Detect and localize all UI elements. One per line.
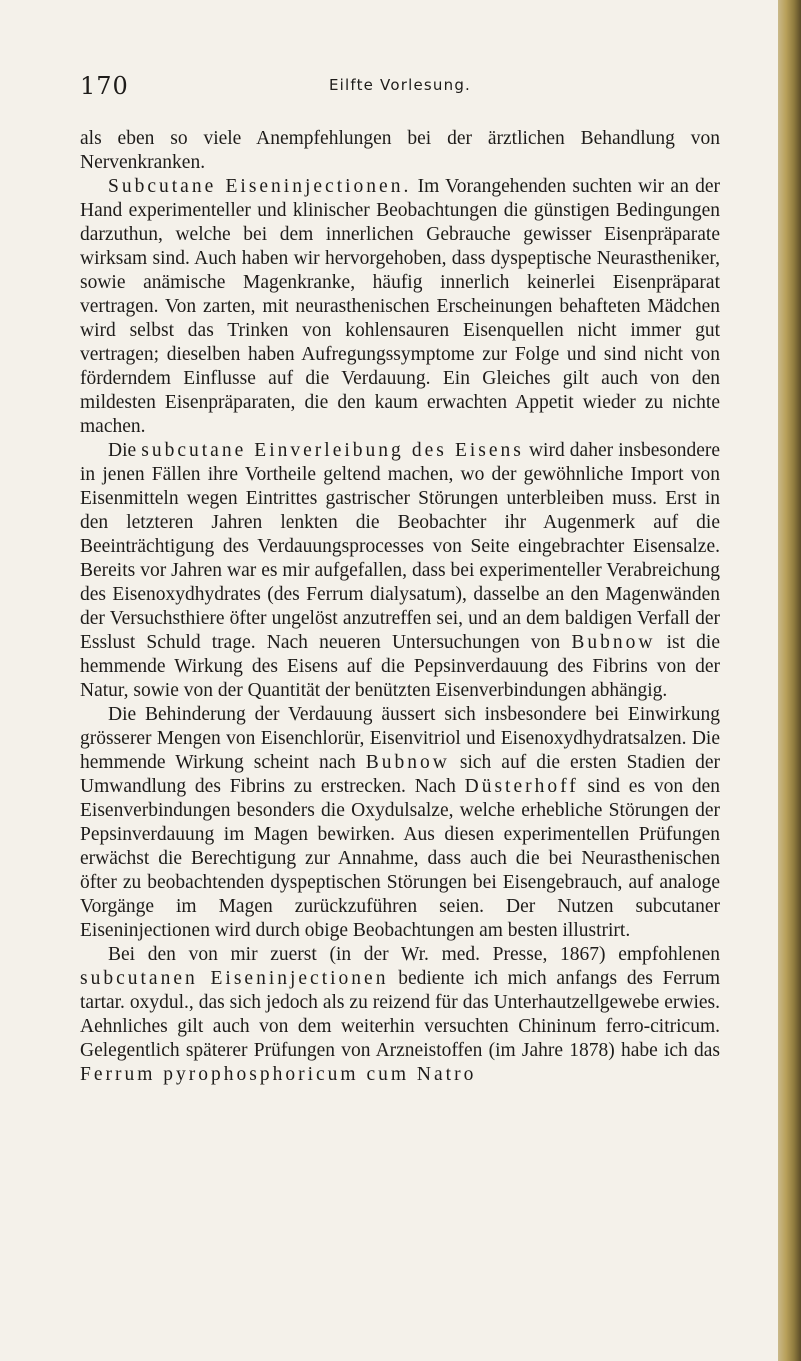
spaced-emphasis: Bubnow xyxy=(365,752,450,773)
spaced-emphasis: Subcutane Eiseninjectionen. xyxy=(108,176,412,197)
text-run: bediente ich mich anfangs des Ferrum tartar. oxydul., das sich jedoch als zu reizend für das Unterhautzellgewebe erwies. Aehnliches gilt auch von dem weiterhin versuchten Chininum ferro-citricum. Gelegentlich späterer Prüfungen von Arzneistoffen (im Jahre 1878) habe ich das xyxy=(80,968,720,1061)
running-head: Eilfte Vorlesung. xyxy=(328,76,472,94)
text-run: ist die hemmende Wirkung des Eisens auf die Pepsinverdauung des Fibrins von der Natur, sowie von der Quantität der benützten Eisenverbindungen abhängig. xyxy=(80,632,720,701)
paragraph xyxy=(80,127,720,175)
text-run: wird daher insbesondere in jenen Fällen ihre Vortheile geltend machen, wo der gewöhnliche Import von Eisenmitteln wegen Eintrittes gastrischer Störungen unterbleiben muss. Erst in den letzteren Jahren lenkten die Beobachter ihr Augenmerk auf die Beeinträchtigung des Verdauungsprocesses von Seite eingebrachter Eisensalze. Bereits vor Jahren war es mir aufgefallen, dass bei experimenteller Verabreichung des Eisenoxydhydrates (des Ferrum dialysatum), dasselbe an den Magenwänden der Versuchsthiere öfter ungelöst anzutreffen sei, und an dem baldigen Verfall der Esslust Schuld trage. Nach neueren Untersuchungen von xyxy=(80,440,720,653)
spaced-emphasis: Bubnow xyxy=(571,632,656,653)
page-header xyxy=(80,72,720,112)
paragraph xyxy=(80,439,720,703)
page-edge xyxy=(778,0,801,1361)
text-run: sich auf die ersten Stadien der Umwandlung des Fibrins zu erstrecken. Nach xyxy=(80,752,720,797)
text-run: Die Behinderung der Verdauung äussert sich insbesondere bei Einwirkung grösserer Mengen von Eisenchlorür, Eisenvitriol und Eisenoxydhydratsalzen. Die hemmende Wirkung scheint nach xyxy=(80,704,720,773)
paragraph xyxy=(80,175,720,439)
page-number: 170 xyxy=(80,72,129,100)
text-run: Bei den von mir zuerst (in der Wr. med. Presse, 1867) empfohlenen xyxy=(108,944,720,965)
body-text xyxy=(80,127,720,1087)
paragraph xyxy=(80,703,720,943)
paragraph xyxy=(80,943,720,1087)
spaced-emphasis: subcutanen Eiseninjectionen xyxy=(80,968,389,989)
text-run: als eben so viele Anempfehlungen bei der ärztlichen Behandlung von Nervenkranken. xyxy=(80,128,720,173)
spaced-emphasis: Ferrum pyrophosphoricum cum Natro xyxy=(80,1064,477,1085)
spaced-emphasis: subcutane Einverleibung des Eisens xyxy=(141,440,524,461)
text-run: Im Vorangehenden suchten wir an der Hand experimenteller und klinischer Beobachtungen die günstigen Bedingungen darzuthun, welche bei dem innerlichen Gebrauche gewisser Eisenpräparate wirksam sind. Auch haben wir hervorgehoben, dass dyspeptische Neurastheniker, sowie anämische Magenkranke, häufig innerlich keinerlei Eisenpräparat vertragen. Von zarten, mit neurasthenischen Erscheinungen behafteten Mädchen wird selbst das Trinken von kohlensauren Eisenquellen nicht immer gut vertragen; dieselben haben Aufregungssymptome zur Folge und sind nicht von förderndem Einflusse auf die Verdauung. Ein Gleiches gilt auch von den mildesten Eisenpräparaten, die den kaum erwachten Appetit wieder zu nichte machen. xyxy=(80,176,721,437)
spaced-emphasis: Düsterhoff xyxy=(464,776,579,797)
text-run: sind es von den Eisenverbindungen besonders die Oxydulsalze, welche erhebliche Störungen der Pepsinverdauung im Magen bewirken. Aus diesen experimentellen Prüfungen erwächst die Berechtigung zur Annahme, dass auch die bei Neurasthenischen öfter zu beobachtenden dyspeptischen Störungen bei Eisengebrauch, auf analoge Vorgänge im Magen zurückzuführen seien. Der Nutzen subcutaner Eiseninjectionen wird durch obige Beobachtungen am besten illustrirt. xyxy=(80,776,720,941)
text-run: Die xyxy=(108,440,142,461)
